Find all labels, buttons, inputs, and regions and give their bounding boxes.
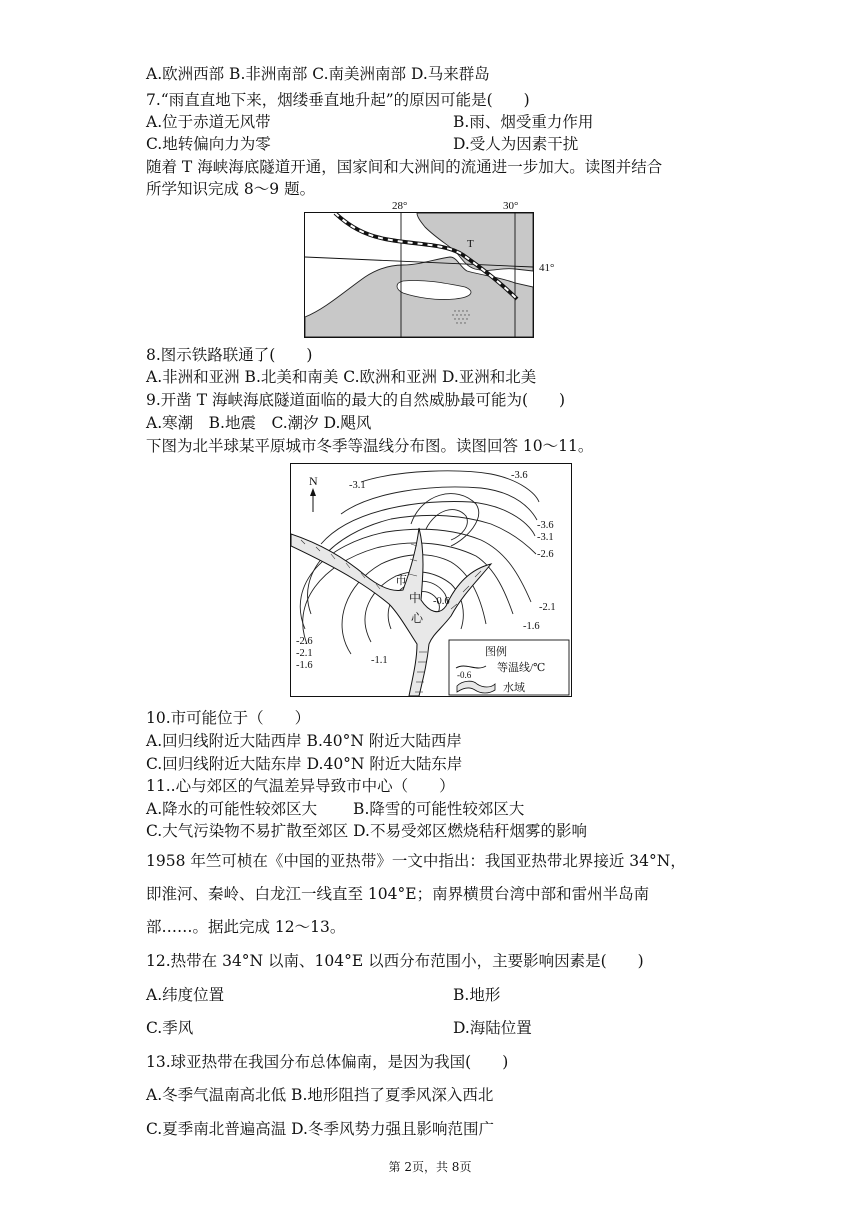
q10-stem: 10.市可能位于（ ） [146, 709, 311, 727]
q11-stem: 11..心与郊区的气温差异导致市中心（ ） [146, 777, 455, 795]
north-arrow-head [310, 488, 316, 496]
intro-12-13-line1: 1958 年竺可桢在《中国的亚热带》一文中指出：我国亚热带北界接近 34°N， [146, 852, 686, 870]
q7-option-c: C.地转偏向力为零 [146, 135, 271, 153]
iso-label-w2: -2.1 [296, 648, 313, 659]
iso-label-nw: -3.1 [349, 480, 366, 491]
intro-12-13-line2: 即淮河、秦岭、白龙江一线直至 104°E；南界横贯台湾中部和雷州半岛南 [146, 885, 650, 903]
lat-label: 41° [539, 262, 555, 274]
page-footer: 第 2页，共 8页 [388, 1160, 472, 1174]
q13-options-line2: C.夏季南北普遍高温 D.冬季风势力强且影响范围广 [146, 1120, 494, 1138]
lon-label-right: 30° [503, 200, 519, 212]
q12-option-b: B.地形 [453, 986, 501, 1004]
iso-label-ne-top: -3.6 [511, 470, 528, 481]
city-label-2: 中 [409, 591, 422, 605]
q7-option-a: A.位于赤道无风带 [146, 113, 271, 131]
q9-options: A.寒潮 B.地震 C.潮汐 D.飓风 [146, 414, 372, 432]
legend-water-label: 水域 [503, 682, 525, 694]
q8-options: A.非洲和亚洲 B.北美和南美 C.欧洲和亚洲 D.亚洲和北美 [146, 368, 537, 386]
iso-label-center: -0.6 [433, 596, 450, 607]
strait-label: T [467, 238, 474, 250]
legend-title: 图例 [485, 646, 507, 658]
q12-option-c: C.季风 [146, 1019, 194, 1037]
iso-label-e2: -3.1 [537, 532, 554, 543]
intro-8-9-line2: 所学知识完成 8～9 题。 [146, 180, 316, 198]
iso-label-sw: -1.1 [371, 655, 388, 666]
q6-options: A.欧洲西部 B.非洲南部 C.南美洲南部 D.马来群岛 [146, 65, 490, 83]
lon-label-left: 28° [392, 200, 408, 212]
city-label-1: 市 [395, 573, 408, 587]
q13-options-line1: A.冬季气温南高北低 B.地形阻挡了夏季风深入西北 [146, 1086, 494, 1104]
intro-10-11: 下图为北半球某平原城市冬季等温线分布图。读图回答 10～11。 [146, 437, 594, 455]
intro-8-9-line1: 随着 T 海峡海底隧道开通，国家间和大洲间的流通进一步加大。读图并结合 [146, 158, 663, 176]
isotherm-map [290, 463, 572, 697]
q12-option-d: D.海陆位置 [453, 1019, 532, 1037]
q9-stem: 9.开凿 T 海峡海底隧道面临的最大的自然威胁最可能为( ) [146, 391, 566, 409]
iso-label-e1: -3.6 [537, 520, 554, 531]
legend-iso-label: 等温线/℃ [497, 662, 546, 674]
q12-stem: 12.热带在 34°N 以南、104°E 以西分布范围小，主要影响因素是( ) [146, 952, 644, 970]
q12-option-a: A.纬度位置 [146, 986, 225, 1004]
iso-label-e4: -2.1 [539, 602, 556, 613]
intro-12-13-line3: 部……。据此完成 12～13。 [146, 918, 346, 936]
q11-options-line2: C.大气污染物不易扩散至郊区 D.不易受郊区燃烧秸秆烟雾的影响 [146, 822, 587, 840]
north-label: N [309, 474, 318, 488]
q7-option-d: D.受人为因素干扰 [453, 135, 579, 153]
strait-map [304, 212, 534, 338]
q13-stem: 13.球亚热带在我国分布总体偏南，是因为我国( ) [146, 1053, 509, 1071]
q11-options-line1: A.降水的可能性较郊区大 B.降雪的可能性较郊区大 [146, 800, 525, 818]
city-label-3: 心 [411, 611, 424, 625]
iso-label-e3: -2.6 [537, 549, 554, 560]
legend-iso-value: -0.6 [457, 670, 472, 680]
q8-stem: 8.图示铁路联通了( ) [146, 346, 313, 364]
iso-label-w1: -2.6 [296, 636, 313, 647]
q7-option-b: B.雨、烟受重力作用 [453, 113, 594, 131]
q7-stem: 7.“雨直直地下来，烟缕垂直地升起”的原因可能是( ) [146, 91, 530, 109]
q10-options-line2: C.回归线附近大陆东岸 D.40°N 附近大陆东岸 [146, 755, 463, 773]
q10-options-line1: A.回归线附近大陆西岸 B.40°N 附近大陆西岸 [146, 732, 462, 750]
iso-label-e5: -1.6 [523, 621, 540, 632]
iso-label-w3: -1.6 [296, 660, 313, 671]
